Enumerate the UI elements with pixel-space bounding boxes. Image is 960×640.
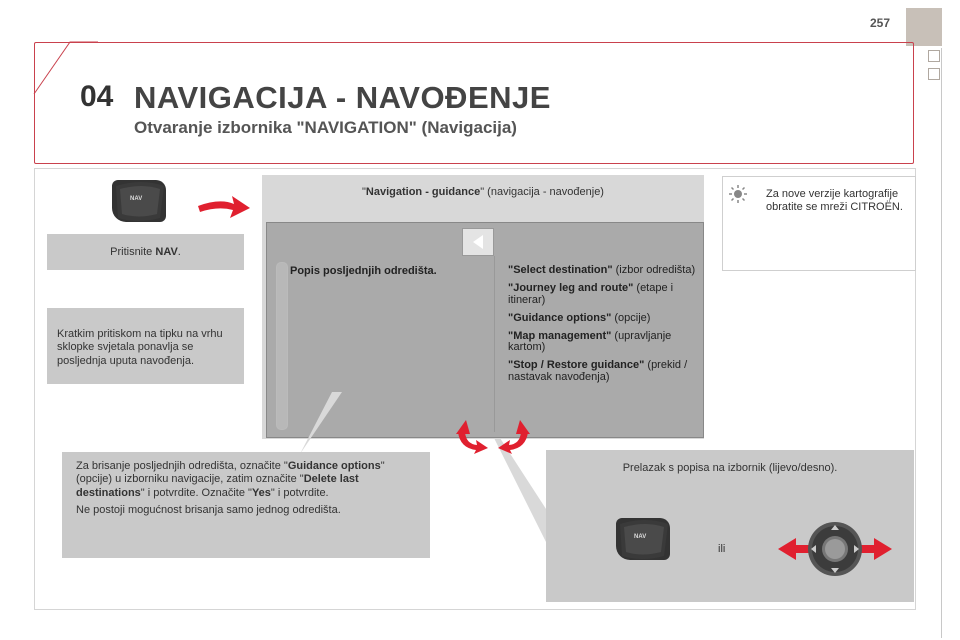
delete-note-p1: [62, 452, 430, 500]
step-press-suffix: .: [177, 246, 181, 258]
delete-note-text: " i potvrdite.: [270, 486, 329, 499]
menu-item-guidance-options[interactable]: [508, 313, 698, 325]
nav-button-icon: [616, 518, 670, 560]
menu-item-journey-leg[interactable]: [508, 283, 698, 307]
menu-item-rest: (etape i itinerar): [508, 281, 674, 306]
corner-tab: [906, 8, 942, 46]
menu-item-rest: (opcije): [611, 311, 651, 324]
red-arrow-icon: [196, 192, 252, 222]
pointer-left: [296, 390, 346, 460]
delete-note-text: " i potvrdite. Označite ": [140, 486, 252, 499]
menu-item-rest: (izbor odredišta): [612, 264, 696, 276]
step-press-box: [47, 234, 244, 270]
page-subtitle: Otvaranje izbornika "NAVIGATION" (Navigacija): [134, 118, 517, 137]
info-note-text: Za nove verzije kartografije obratite se mreži CITROËN.: [766, 188, 903, 213]
rotate-arrows-icon: [452, 418, 534, 456]
screen-caption: [262, 186, 704, 198]
delete-note-bold: Guidance options: [287, 460, 381, 472]
navigation-menu: [508, 265, 698, 390]
recent-destinations-label: Popis posljednjih odredišta.: [290, 265, 437, 277]
side-square-2: [928, 68, 940, 80]
nav-button-icon: [112, 180, 166, 222]
short-press-text: Kratkim pritiskom na tipku na vrhu sklopke svjetala ponavlja se posljednja uputa navođenja.: [57, 328, 223, 367]
step-press-bold: NAV: [155, 246, 178, 258]
menu-item-bold: "Guidance options": [508, 311, 612, 324]
menu-item-bold: "Journey leg and route": [508, 281, 634, 294]
delete-note-bold: Yes: [251, 486, 271, 499]
screen-divider: [494, 256, 495, 432]
step-press-prefix: Pritisnite: [110, 246, 156, 258]
caption-bold: Navigation - guidance: [365, 186, 481, 198]
or-text: ili: [718, 543, 726, 555]
caption-quote: ": [362, 186, 366, 198]
side-square-1: [928, 50, 940, 62]
side-bar: [941, 48, 942, 638]
caption-rest: " (navigacija - navođenje): [480, 186, 604, 198]
short-press-box: [47, 308, 244, 384]
back-button[interactable]: [462, 228, 494, 256]
step-press-text: [47, 234, 244, 259]
nav-button-label: NAV: [634, 534, 647, 540]
delete-note-text: " (opcije) u izborniku navigacije, zatim označite ": [76, 460, 385, 486]
scrollbar[interactable]: [276, 262, 288, 430]
page-number: 257: [869, 16, 890, 30]
page-title: NAVIGACIJA - NAVOĐENJE: [134, 80, 551, 115]
switch-note-text: Prelazak s popisa na izbornik (lijevo/desno).: [622, 462, 838, 474]
delete-note-text: Za brisanje posljednjih odredišta, označite ": [76, 460, 288, 472]
delete-note-bold: Delete last destinations: [76, 473, 359, 499]
menu-item-select-destination[interactable]: [508, 265, 698, 277]
menu-item-stop-restore[interactable]: [508, 360, 698, 384]
chapter-number: 04: [80, 80, 114, 113]
menu-item-map-management[interactable]: [508, 331, 698, 355]
nav-button-label: NAV: [130, 196, 143, 202]
joystick-icon: [776, 518, 894, 580]
menu-item-rest: (upravljanje kartom): [508, 329, 672, 354]
back-arrow-icon: [463, 229, 493, 255]
menu-item-bold: "Select destination": [508, 264, 613, 276]
menu-item-bold: "Stop / Restore guidance": [508, 359, 645, 372]
menu-item-bold: "Map management": [508, 329, 612, 342]
delete-note-p2: Ne postoji mogućnost brisanja samo jednog odredišta.: [76, 504, 341, 517]
menu-item-rest: (prekid / nastavak navođenja): [508, 359, 688, 384]
sun-icon: [728, 184, 748, 204]
delete-note-box: [62, 452, 430, 558]
